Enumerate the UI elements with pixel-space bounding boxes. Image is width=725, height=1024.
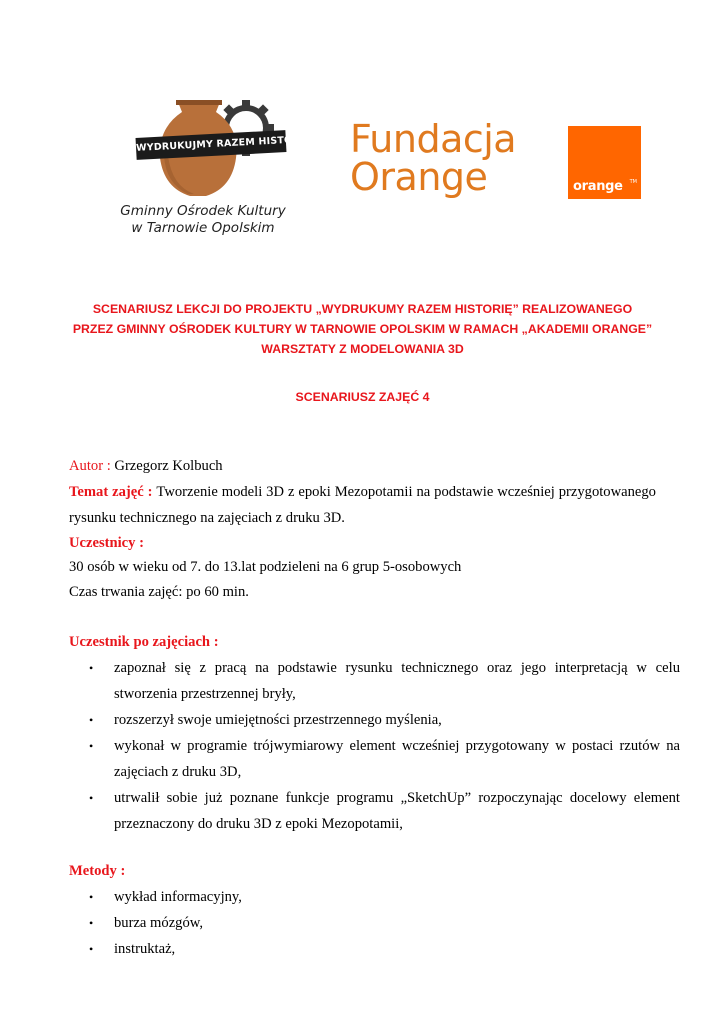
method-1: wykład informacyjny,: [114, 889, 242, 905]
author-row: [69, 456, 223, 476]
topic-value-line1: Tworzenie modeli 3D z epoki Mezopotamii na podstawie wcześniej przygotowanego: [156, 484, 656, 500]
bullet-icon: •: [89, 713, 94, 727]
author-label: Autor :: [69, 458, 115, 474]
list-item: [69, 733, 680, 785]
orange-brand-square: [568, 126, 641, 199]
heading-line2: PRZEZ GMINNY OŚRODEK KULTURY W TARNOWIE OPOLSKIM W RAMACH „AKADEMII ORANGE”: [72, 322, 653, 336]
outcome-3-line1: wykonał w programie trójwymiarowy element wcześniej przygotowany w postaci rzutów na: [114, 738, 680, 754]
list-item: [69, 910, 680, 936]
method-3: instruktaż,: [114, 941, 176, 957]
bullet-icon: •: [89, 791, 94, 805]
wordmark-line1: Fundacja: [350, 117, 517, 161]
participants-line2: Czas trwania zajęć: po 60 min.: [69, 584, 249, 600]
outcome-4-line1: utrwalił sobie już poznane funkcje programu „SketchUp” rozpoczynając docelowy element: [114, 790, 680, 806]
org-name-line1: Gminny Ośrodek Kultury: [120, 203, 286, 219]
topic-value-line2: rysunku technicznego na zajęciach z druku 3D.: [69, 510, 345, 526]
list-item: [69, 655, 680, 707]
heading-line3: WARSZTATY Z MODELOWANIA 3D: [261, 342, 464, 356]
topic-label: Temat zajęć :: [69, 484, 157, 500]
participants-line1: 30 osób w wieku od 7. do 13.lat podzieleni na 6 grup 5-osobowych: [69, 559, 462, 575]
author-value: Grzegorz Kolbuch: [114, 458, 223, 474]
bullet-icon: •: [89, 890, 94, 904]
methods-label: Metody :: [69, 863, 126, 879]
participants-label: Uczestnicy :: [69, 535, 144, 551]
logo-banner: WYDRUKUJMY RAZEM HISTORIĘ: [136, 130, 287, 160]
wordmark-line2: Orange: [350, 155, 488, 199]
bullet-icon: •: [89, 739, 94, 753]
list-item: [69, 707, 680, 733]
org-name-line2: w Tarnowie Opolskim: [131, 220, 275, 236]
bullet-icon: •: [89, 942, 94, 956]
heading-line1: SCENARIUSZ LEKCJI DO PROJEKTU „WYDRUKUMY RAZEM HISTORIĘ” REALIZOWANEGO: [92, 302, 633, 316]
lesson-subtitle: SCENARIUSZ ZAJĘĆ 4: [295, 390, 430, 404]
outcome-2-line1: rozszerzył swoje umiejętności przestrzennego myślenia,: [114, 712, 442, 728]
list-item: [69, 884, 680, 910]
outcomes-label: Uczestnik po zajęciach :: [69, 634, 219, 650]
method-2: burza mózgów,: [114, 915, 204, 931]
orange-badge-text: orange: [573, 179, 623, 194]
outcome-1-line2: stworzenia przestrzennej bryły,: [114, 686, 296, 702]
outcomes-list: [69, 655, 680, 837]
bullet-icon: •: [89, 916, 94, 930]
outcome-4-line2: przeznaczony do druku 3D z epoki Mezopotamii,: [114, 816, 403, 832]
topic-row: [69, 482, 656, 502]
methods-list: [69, 884, 680, 962]
list-item: [69, 936, 680, 962]
outcome-3-line2: zajęciach z druku 3D,: [114, 764, 242, 780]
outcome-1-line1: zapoznał się z pracą na podstawie rysunku technicznego oraz jego interpretacją w celu: [114, 660, 680, 676]
bullet-icon: •: [89, 661, 94, 675]
fundacja-orange-wordmark: [350, 117, 517, 199]
orange-badge-tm: TM: [629, 179, 637, 185]
list-item: [69, 785, 680, 837]
